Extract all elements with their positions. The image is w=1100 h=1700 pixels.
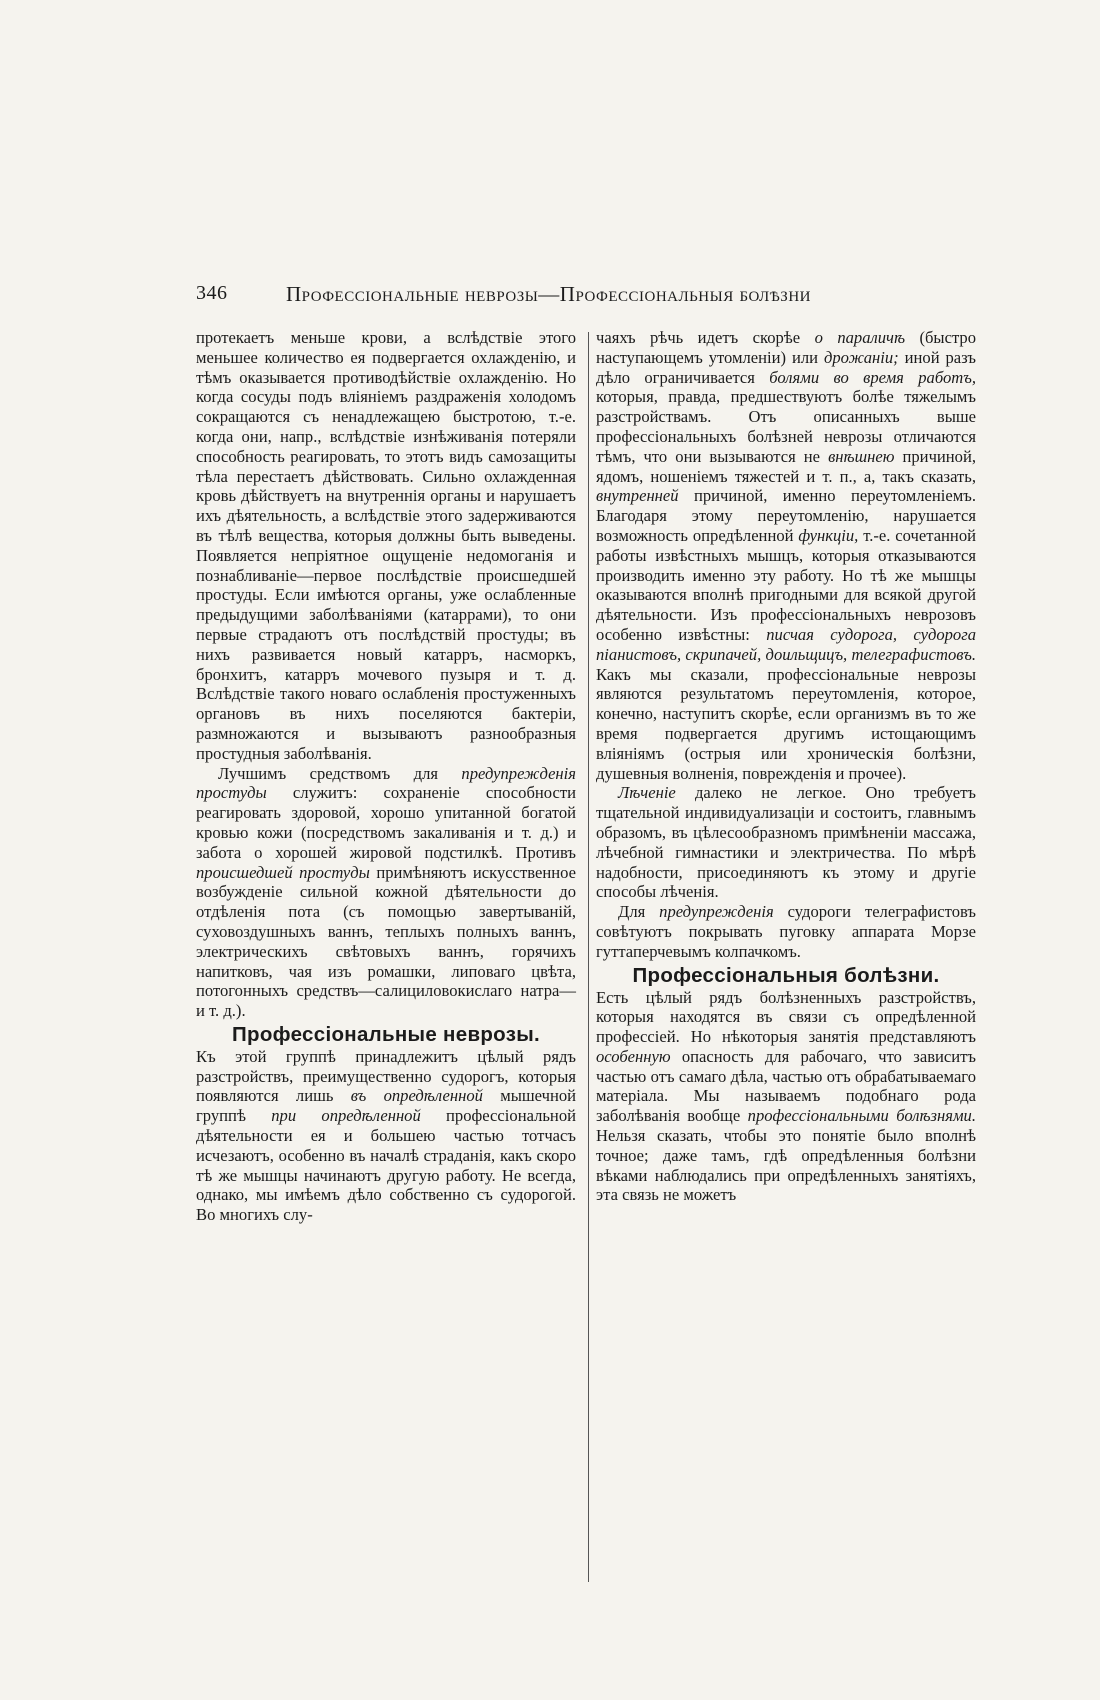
emphasis: происшедшей простуды	[196, 862, 370, 882]
left-column	[196, 328, 576, 1225]
paragraph	[196, 764, 576, 1021]
text-run: иной разъ дѣло ограничивается	[596, 347, 976, 387]
page	[196, 282, 978, 1648]
text-run: далеко не легкое. Оно требуетъ тщательной индивидуализаціи и состоитъ, главнымъ образомъ, въ цѣлесообразномъ примѣненіи массажа, лѣчебной гимнастики и электричества. По мѣрѣ надобности, присоединяютъ къ этому и другіе способы лѣченія.	[596, 783, 976, 902]
emphasis: особенную	[596, 1046, 671, 1066]
text-run: опасность для рабочаго, что зависитъ частью отъ самаго дѣла, частью отъ обрабатываемаго матеріала. Мы называемъ подобнаго рода заболѣванія вообще	[596, 1046, 976, 1126]
emphasis: внутренней	[596, 486, 679, 506]
paragraph: протекаетъ меньше крови, а вслѣдствіе этого меньшее количество ея подвергается охлажденію, и тѣмъ оказывается противодѣйствіе охлажденію. Но когда сосуды подъ вліяніемъ раздраженія холодомъ сокращаются съ ненадлежащею быстротою, т.-е. когда они, напр., вслѣдствіе изнѣживанія потеряли способность реагировать, то этотъ видъ самозащиты тѣла перестаетъ дѣйствовать. Сильно охлажденная кровь дѣйствуетъ на внутреннія органы и нарушаетъ ихъ дѣятельность, а вслѣдствіе этого задерживаются въ тѣлѣ вещества, которыя должны быть выведены. Появляется непріятное ощущеніе недомоганія и познабливаніе—первое послѣдствіе происшедшей простуды. Если имѣются органы, уже ослабленные предыдущими заболѣваніями (катаррами), то они первые страдаютъ отъ послѣдствій простуды; въ нихъ развивается новый катарръ, насморкъ, бронхитъ, катарръ мочевого пузыря и т. д. Вслѣдствіе такого новаго ослабленія простуженныхъ органовъ въ нихъ поселяются бактеріи, размножаются и вызываютъ разнообразныя простудныя заболѣванія.	[196, 328, 576, 763]
text-run: Къ этой группѣ принадлежитъ цѣлый рядъ разстройствъ, преимущественно судорогъ, которыя появляются лишь	[196, 1046, 576, 1106]
section-heading: Профессіональные неврозы.	[231, 1022, 541, 1046]
paragraph	[596, 328, 976, 783]
section-heading: Профессіональныя болѣзни.	[632, 963, 940, 987]
text-run: служитъ: сохраненіе способности реагировать здоровой, хорошо упитанной богатой кровью кожи (посредствомъ закаливанія и т. д.) и забота о хорошей жировой подстилкѣ. Противъ	[196, 783, 576, 862]
emphasis: о параличѣ	[814, 328, 906, 347]
text-run: Какъ мы сказали, профессіональные неврозы являются результатомъ переутомленія, которое, конечно, наступитъ скорѣе, если организмъ въ то же время подвергается другимъ истощающимъ вліяніямъ (острыя или хроническія болѣзни, душевныя волненія, поврежденія и прочее).	[596, 664, 976, 783]
text-run: чаяхъ рѣчь идетъ скорѣе	[596, 328, 815, 347]
text-run: т.-е. сочетанной работы извѣстныхъ мышцъ, которыя отказываются производить именно эту работу. Но тѣ же мышцы оказываются вполнѣ пригодными для всякой другой дѣятельности. Изъ профессіональныхъ неврозовъ особенно извѣстны:	[596, 525, 976, 644]
right-column	[596, 328, 976, 1205]
text-run: Лучшимъ средствомъ для	[218, 763, 462, 783]
paragraph	[596, 783, 976, 902]
text-run: (быстро наступающемъ утомленіи) или	[596, 328, 976, 367]
text-run: которыя, правда, предшествуютъ болѣе тяжелымъ разстройствамъ. Отъ описанныхъ выше профессіональныхъ болѣзней неврозы отличаются тѣмъ, что они вызываются не	[596, 387, 976, 466]
emphasis: профессіональными болѣзнями.	[747, 1106, 976, 1126]
emphasis: функціи,	[798, 525, 859, 545]
text-run: Есть цѣлый рядъ болѣзненныхъ разстройствъ, которыя находятся въ связи съ опредѣленной профессіей. Но нѣкоторыя занятія представляютъ	[596, 987, 976, 1047]
page-header	[196, 282, 978, 318]
text-run: примѣняютъ искусственное возбужденіе сильной кожной дѣятельности до отдѣленія пота (съ помощью завертываній, суховоздушныхъ ваннъ, теплыхъ полныхъ ваннъ, электрическихъ свѣтовыхъ ваннъ, горячихъ напитковъ, чая изъ ромашки, липоваго цвѣта, потогонныхъ средствъ—салициловокислаго натра—и т. д.).	[196, 862, 576, 1021]
column-divider	[588, 332, 589, 1582]
page-number: 346	[196, 282, 228, 304]
text-run: причиной, ядомъ, ношеніемъ тяжестей и т. п., а, такъ сказать,	[596, 446, 976, 486]
text-run: Нельзя сказать, чтобы это понятіе было вполнѣ точное; даже тамъ, гдѣ опредѣленныя болѣзни вѣками наблюдались при опредѣленныхъ занятіяхъ, эта связь не можетъ	[596, 1126, 976, 1205]
text-run: причиной, именно переутомленіемъ. Благодаря этому переутомленію, нарушается возможность опредѣленной	[596, 486, 976, 545]
text-run: мышечной группѣ	[196, 1086, 577, 1126]
text-run: профессіональной дѣятельности ея и большею частью тотчасъ исчезаютъ, особенно въ началѣ страданія, какъ скоро тѣ же мышцы начинаютъ другую работу. Не всегда, однако, мы имѣемъ дѣло собственно съ судорогой. Во многихъ слу-	[196, 1106, 576, 1225]
running-title: Профессіональные неврозы—Профессіональныя болѣзни	[286, 282, 811, 306]
emphasis: предупрежденія простуды	[196, 763, 576, 803]
emphasis: при опредѣленной	[271, 1106, 421, 1126]
emphasis: дрожаніи;	[823, 347, 899, 367]
text-run: Для	[618, 902, 660, 922]
paragraph	[196, 1047, 576, 1225]
emphasis: Лѣченіе	[618, 783, 676, 803]
emphasis: болями во время работъ,	[769, 367, 976, 387]
emphasis: писчая судорога, судорога піанистовъ, скрипачей, доильщицъ, телеграфистовъ.	[596, 624, 976, 664]
paragraph	[596, 902, 976, 961]
emphasis: внѣшнею	[828, 446, 895, 466]
paragraph	[596, 988, 976, 1206]
emphasis: предупрежденія	[659, 902, 774, 922]
text-run: судороги телеграфистовъ совѣтуютъ покрывать пуговку аппарата Морзе гуттаперчевымъ колпачкомъ.	[596, 902, 976, 961]
text-columns	[196, 328, 978, 1648]
emphasis: въ опредѣленной	[350, 1086, 483, 1106]
